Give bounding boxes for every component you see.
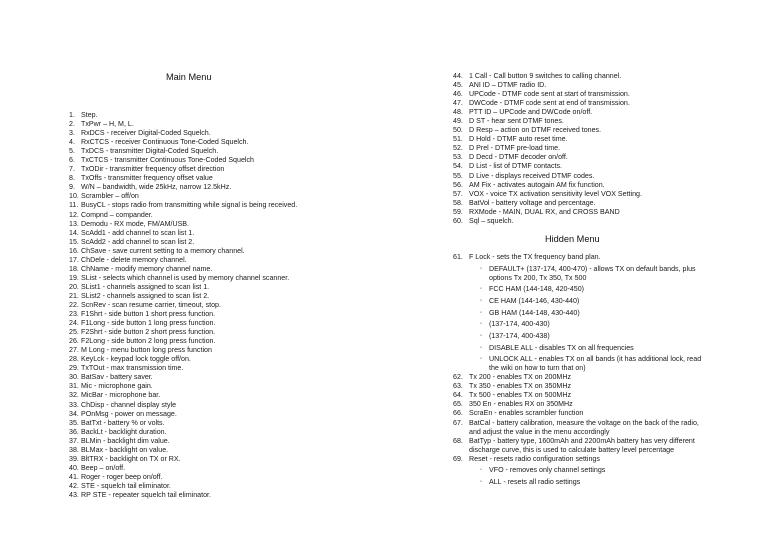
item-text: F1Long - side button 1 long press function.	[81, 319, 216, 328]
menu-item	[69, 464, 389, 473]
menu-item	[453, 172, 708, 181]
menu-item	[69, 174, 389, 183]
menu-item	[453, 190, 708, 199]
sub-option-text: ALL - resets all radio settings	[489, 477, 581, 486]
item-text: Roger - roger beep on/off.	[81, 472, 163, 481]
item-text: Mic - microphone gain.	[81, 382, 153, 391]
item-number: 40.	[69, 463, 79, 472]
item-number: 69.	[453, 454, 463, 463]
menu-item	[69, 274, 389, 283]
item-number: 45.	[453, 81, 463, 90]
circle-bullet-icon: ◦	[480, 265, 483, 272]
menu-item	[69, 419, 389, 428]
item-number: 35.	[69, 418, 79, 427]
item-number: 55.	[453, 171, 463, 180]
item-text: MicBar - microphone bar.	[81, 391, 161, 400]
main-menu-list-right	[453, 72, 708, 226]
item-number: 18.	[69, 264, 79, 273]
item-number: 34.	[69, 409, 79, 418]
menu-item	[69, 437, 389, 446]
item-text: D Hold - DTMF auto reset time.	[469, 135, 568, 144]
menu-item	[69, 165, 389, 174]
item-number: 27.	[69, 346, 79, 355]
hidden-menu-item	[453, 437, 708, 455]
sub-option-text: GB HAM (144-148, 430-440)	[489, 308, 580, 317]
item-text: W/N – bandwidth, wide 25kHz, narrow 12.5kHz.	[81, 183, 232, 192]
circle-bullet-icon: ◦	[480, 344, 483, 351]
menu-item	[453, 162, 708, 171]
menu-item	[69, 120, 389, 129]
item-text: F Lock - sets the TX frequency band plan.	[469, 253, 601, 261]
menu-item	[69, 238, 389, 247]
item-text: Scrambler – off/on	[81, 192, 139, 201]
menu-item	[69, 111, 389, 120]
item-text: M Long - menu button long press function	[81, 346, 212, 355]
sub-option-text: DEFAULT+ (137-174, 400-470) - allows TX on default bands, plus options Tx 200, Tx 350, Tx 500	[489, 264, 696, 282]
item-number: 57.	[453, 189, 463, 198]
hidden-menu-item	[453, 400, 708, 409]
sub-option-text: CE HAM (144-146, 430-440)	[489, 296, 580, 305]
sub-option-text: DISABLE ALL - disables TX on all frequencies	[489, 343, 634, 352]
menu-item	[69, 410, 389, 419]
item-number: 66.	[453, 409, 463, 418]
sub-option	[453, 466, 708, 475]
menu-item	[453, 108, 708, 117]
item-text: BatTxt - battery % or volts.	[81, 418, 165, 427]
menu-item	[69, 355, 389, 364]
item-text: KeyLck - keypad lock toggle off/on.	[81, 355, 191, 364]
menu-item	[69, 247, 389, 256]
sub-option-text: FCC HAM (144-148, 420-450)	[489, 285, 585, 294]
item-number: 9.	[69, 183, 75, 192]
item-text: Demodu - RX mode, FM/AM/USB.	[81, 219, 190, 228]
item-text: D Prel - DTMF pre-load time.	[469, 144, 561, 153]
item-number: 65.	[453, 400, 463, 409]
item-number: 64.	[453, 391, 463, 400]
item-text: RXMode - MAIN, DUAL RX, and CROSS BAND	[469, 207, 620, 216]
item-number: 52.	[453, 144, 463, 153]
item-number: 41.	[69, 472, 79, 481]
menu-item	[69, 156, 389, 165]
sub-option	[453, 285, 708, 294]
item-text: Beep – on/off.	[81, 463, 126, 472]
hidden-menu-item	[453, 419, 708, 437]
hidden-menu-list	[453, 253, 708, 487]
menu-item	[69, 428, 389, 437]
menu-item	[69, 473, 389, 482]
item-text: TxTOut - max transmission time.	[81, 364, 184, 373]
item-text: DWCode - DTMF code sent at end of transmission.	[469, 99, 630, 108]
item-number: 53.	[453, 153, 463, 162]
menu-item	[453, 217, 708, 226]
menu-item	[69, 211, 389, 220]
item-number: 13.	[69, 219, 79, 228]
item-number: 3.	[69, 129, 75, 138]
menu-item	[69, 283, 389, 292]
item-text: F1Shrt - side button 1 short press function.	[81, 310, 216, 319]
menu-item	[69, 292, 389, 301]
item-text: D ST - hear sent DTMF tones.	[469, 117, 564, 126]
menu-item	[69, 201, 389, 210]
item-text: ScnRev - scan resume carrier, timeout, stop.	[81, 300, 221, 309]
item-text: D List - list of DTMF contacts.	[469, 162, 563, 171]
circle-bullet-icon: ◦	[480, 332, 483, 339]
item-text: SList - selects which channel is used by memory channel scanner.	[81, 273, 290, 282]
circle-bullet-icon: ◦	[480, 467, 483, 474]
item-number: 62.	[453, 373, 463, 382]
item-text: Reset - resets radio configuration settings	[469, 454, 600, 463]
hidden-menu-item	[453, 253, 708, 262]
item-number: 8.	[69, 174, 75, 183]
item-number: 22.	[69, 300, 79, 309]
sub-option	[453, 332, 708, 341]
item-number: 46.	[453, 90, 463, 99]
item-text: ANI ID – DTMF radio ID.	[469, 81, 547, 90]
item-text: RP STE - repeater squelch tail eliminator.	[81, 490, 211, 499]
sub-option	[453, 309, 708, 318]
item-number: 48.	[453, 108, 463, 117]
item-text: ScAdd2 - add channel to scan list 2.	[81, 237, 195, 246]
item-number: 32.	[69, 391, 79, 400]
item-text: Sql – squelch.	[469, 216, 514, 225]
item-text: D Decd - DTMF decoder on/off.	[469, 153, 568, 162]
item-text: BatSav - battery saver.	[81, 373, 153, 382]
item-number: 63.	[453, 382, 463, 391]
item-text: D Resp – action on DTMF received tones.	[469, 126, 602, 135]
item-number: 25.	[69, 328, 79, 337]
sub-option	[453, 297, 708, 306]
menu-item	[69, 183, 389, 192]
item-number: 39.	[69, 454, 79, 463]
sub-option	[453, 320, 708, 329]
menu-item	[453, 199, 708, 208]
sub-option	[453, 355, 708, 373]
item-number: 2.	[69, 120, 75, 129]
menu-item	[69, 455, 389, 464]
item-number: 31.	[69, 382, 79, 391]
menu-item	[69, 129, 389, 138]
hidden-menu-item	[453, 455, 708, 464]
item-number: 1.	[69, 111, 75, 119]
menu-item	[453, 81, 708, 90]
menu-item	[69, 401, 389, 410]
item-number: 16.	[69, 246, 79, 255]
menu-item	[69, 256, 389, 265]
item-number: 42.	[69, 481, 79, 490]
menu-item	[69, 382, 389, 391]
main-menu-list-left	[69, 111, 389, 500]
item-text: STE - squelch tail eliminator.	[81, 481, 171, 490]
item-text: AM Fix - activates autogain AM fix function.	[469, 180, 605, 189]
menu-item	[69, 491, 389, 500]
item-text: TxDCS - transmitter Digital-Coded Squelch.	[81, 147, 219, 156]
item-number: 28.	[69, 355, 79, 364]
item-text: TxCTCS - transmitter Continuous Tone-Coded Squelch	[81, 156, 254, 165]
menu-item	[453, 144, 708, 153]
menu-item	[69, 192, 389, 201]
item-text: RxDCS - receiver Digital-Coded Squelch.	[81, 129, 211, 138]
main-menu-heading: Main Menu	[166, 72, 212, 82]
item-text: BatTyp - battery type, 1600mAh and 2200mAh battery has very different discharge curve, this is used to calculate battery level percentage	[469, 436, 695, 454]
item-text: POnMsg - power on message.	[81, 409, 177, 418]
item-text: VOX - voice TX activation sensitivity level VOX Setting.	[469, 189, 642, 198]
menu-item	[453, 117, 708, 126]
item-number: 19.	[69, 273, 79, 282]
menu-item	[69, 138, 389, 147]
circle-bullet-icon: ◦	[480, 286, 483, 293]
item-number: 54.	[453, 162, 463, 171]
sub-option-text: (137-174, 400-430)	[489, 320, 550, 329]
menu-item	[453, 72, 708, 81]
item-text: Tx 200 - enables TX on 200MHz	[469, 373, 571, 382]
item-text: TxPwr – H, M, L.	[81, 120, 134, 129]
item-text: D Live - displays received DTMF codes.	[469, 171, 595, 180]
item-number: 10.	[69, 192, 79, 201]
item-text: RxCTCS - receiver Continuous Tone-Coded Squelch.	[81, 138, 249, 147]
menu-item	[69, 346, 389, 355]
menu-item	[69, 328, 389, 337]
item-number: 56.	[453, 180, 463, 189]
circle-bullet-icon: ◦	[480, 297, 483, 304]
item-number: 6.	[69, 156, 75, 165]
sub-option-text: (137-174, 400-438)	[489, 331, 550, 340]
hidden-menu-item	[453, 409, 708, 418]
menu-item	[453, 181, 708, 190]
item-number: 36.	[69, 427, 79, 436]
item-number: 26.	[69, 337, 79, 346]
item-text: ChDele - delete memory channel.	[81, 255, 187, 264]
item-number: 29.	[69, 364, 79, 373]
menu-item	[69, 446, 389, 455]
item-number: 15.	[69, 237, 79, 246]
sub-option	[453, 478, 708, 487]
item-text: UPCode - DTMF code sent at start of transmission.	[469, 90, 630, 99]
item-text: ChName - modify memory channel name.	[81, 264, 213, 273]
item-number: 49.	[453, 117, 463, 126]
menu-item	[69, 391, 389, 400]
menu-item	[453, 90, 708, 99]
menu-item	[69, 220, 389, 229]
item-number: 44.	[453, 72, 463, 80]
menu-item	[69, 147, 389, 156]
circle-bullet-icon: ◦	[480, 321, 483, 328]
item-text: Tx 350 - enables TX on 350MHz	[469, 382, 571, 391]
menu-item	[453, 208, 708, 217]
item-text: BLMax - backlight on value.	[81, 445, 169, 454]
menu-item	[69, 373, 389, 382]
item-text: TxODir - transmitter frequency offset direction	[81, 165, 225, 174]
hidden-menu-heading: Hidden Menu	[545, 234, 600, 244]
item-number: 17.	[69, 255, 79, 264]
menu-item	[69, 482, 389, 491]
hidden-menu-item	[453, 391, 708, 400]
item-number: 23.	[69, 310, 79, 319]
item-text: BackLt - backlight duration.	[81, 427, 167, 436]
circle-bullet-icon: ◦	[480, 309, 483, 316]
item-text: Compnd – compander.	[81, 210, 153, 219]
item-number: 20.	[69, 282, 79, 291]
item-text: BltTRX - backlight on TX or RX.	[81, 454, 181, 463]
sub-option-text: UNLOCK ALL - enables TX on all bands (it has additional lock, read the wiki on how to turn that on)	[489, 355, 702, 373]
menu-item	[69, 229, 389, 238]
item-number: 21.	[69, 291, 79, 300]
item-text: Tx 500 - enables TX on 500MHz	[469, 391, 571, 400]
item-text: BatVol - battery voltage and percentage.	[469, 198, 596, 207]
item-number: 11.	[69, 201, 79, 210]
item-number: 37.	[69, 436, 79, 445]
item-text: TxOffs - transmitter frequency offset value	[81, 174, 213, 183]
menu-item	[453, 99, 708, 108]
item-text: Step.	[81, 111, 98, 119]
menu-item	[69, 265, 389, 274]
item-number: 50.	[453, 126, 463, 135]
item-number: 68.	[453, 436, 463, 445]
item-text: BLMin - backlight dim value.	[81, 436, 170, 445]
item-text: PTT ID – UPCode and DWCode on/off.	[469, 108, 593, 117]
circle-bullet-icon: ◦	[480, 356, 483, 363]
menu-item	[453, 135, 708, 144]
item-number: 58.	[453, 198, 463, 207]
item-number: 14.	[69, 228, 79, 237]
menu-item	[69, 337, 389, 346]
item-text: SList1 - channels assigned to scan list 1.	[81, 282, 210, 291]
item-text: 1 Call - Call button 9 switches to calling channel.	[469, 72, 622, 80]
item-text: ScAdd1 - add channel to scan list 1.	[81, 228, 195, 237]
item-number: 61.	[453, 253, 463, 261]
item-number: 24.	[69, 319, 79, 328]
item-text: F2Shrt - side button 2 short press function.	[81, 328, 216, 337]
item-number: 7.	[69, 165, 75, 174]
menu-item	[69, 319, 389, 328]
item-text: ChDisp - channel display style	[81, 400, 177, 409]
sub-option	[453, 265, 708, 283]
hidden-menu-item	[453, 382, 708, 391]
item-text: 350 En - enables RX on 350MHz	[469, 400, 573, 409]
item-text: F2Long - side button 2 long press function.	[81, 337, 216, 346]
item-text: ChSave - save current setting to a memory channel.	[81, 246, 245, 255]
item-number: 12.	[69, 210, 79, 219]
item-number: 59.	[453, 207, 463, 216]
sub-option	[453, 344, 708, 353]
item-number: 47.	[453, 99, 463, 108]
sub-option-text: VFO - removes only channel settings	[489, 466, 606, 475]
item-number: 4.	[69, 138, 75, 147]
menu-item	[453, 126, 708, 135]
item-number: 33.	[69, 400, 79, 409]
item-number: 60.	[453, 216, 463, 225]
item-number: 30.	[69, 373, 79, 382]
item-text: BusyCL - stops radio from transmitting while signal is being received.	[81, 201, 298, 210]
item-text: SList2 - channels assigned to scan list 2.	[81, 291, 210, 300]
item-number: 43.	[69, 490, 79, 499]
circle-bullet-icon: ◦	[480, 478, 483, 485]
menu-item	[69, 364, 389, 373]
item-number: 38.	[69, 445, 79, 454]
menu-item	[453, 153, 708, 162]
item-number: 51.	[453, 135, 463, 144]
hidden-menu-item	[453, 373, 708, 382]
item-text: BatCal - battery calibration, measure the voltage on the back of the radio, and adjust the value in the menu accordingly	[469, 418, 699, 436]
item-number: 5.	[69, 147, 75, 156]
item-text: ScraEn - enables scrambler function	[469, 409, 584, 418]
menu-item	[69, 301, 389, 310]
item-number: 67.	[453, 418, 463, 427]
menu-item	[69, 310, 389, 319]
